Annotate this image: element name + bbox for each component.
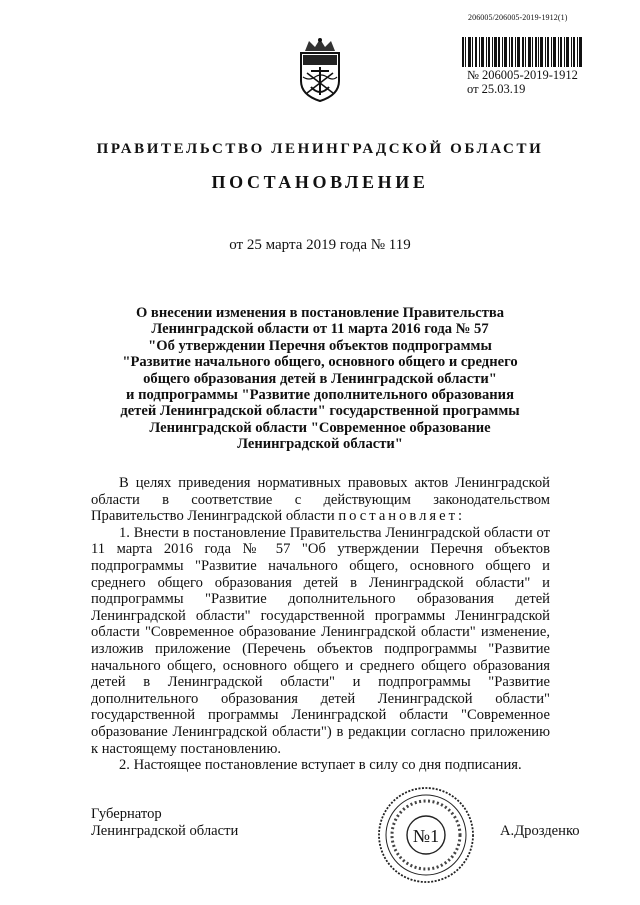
subject-line: "Об утверждении Перечня объектов подпрограммы (148, 337, 492, 354)
signatory-position (91, 806, 238, 840)
document-date-number: от 25 марта 2019 года № 119 (229, 237, 411, 253)
registration-number: № 206005-2019-1912 (467, 68, 578, 82)
document-subject (110, 305, 530, 453)
item-2-paragraph: 2. Настоящее постановление вступает в силу со дня подписания. (119, 757, 522, 774)
subject-line: О внесении изменения в постановление Правительства (135, 305, 505, 321)
signatory-name: А.Дрозденко (500, 823, 580, 839)
subject-line: Ленинградской области "Современное образование (149, 419, 491, 436)
position-line: Губернатор (91, 806, 162, 822)
subject-line: Ленинградской области от 11 марта 2016 года № 57 (151, 321, 489, 338)
document-type: ПОСТАНОВЛЕНИЕ (211, 172, 429, 192)
barcode (462, 37, 582, 67)
position-line: Ленинградской области (91, 823, 239, 839)
registration-date: от 25.03.19 (467, 82, 526, 96)
government-title: ПРАВИТЕЛЬСТВО ЛЕНИНГРАДСКОЙ ОБЛАСТИ (96, 141, 544, 157)
subject-line: общего образования детей в Ленинградской области" (143, 370, 497, 387)
preamble-verb: постановляет: (338, 508, 466, 525)
document-body (91, 475, 550, 774)
coat-of-arms-icon (289, 37, 351, 103)
preamble-text: В целях приведения нормативных правовых актов Ленинградской области в соответствие с действующим законодательством Правительство Ленинградской области (91, 475, 550, 525)
official-seal (376, 785, 476, 885)
seal-number: №1 (412, 826, 440, 846)
item-1-paragraph: 1. Внести в постановление Правительства Ленинградской области от 11 марта 2016 года № 57 "Об утверждении Перечня объектов подпрограммы "Развитие начального общего, основного общего и среднего общего образования детей в Ленинградской области" и подпрограммы "Развитие дополнительного образования детей Ленинградской области" государственной программы Ленинградской области "Современное образование Ленинградской области" изменение, изложив приложение (Перечень объектов подпрограммы "Развитие начального общего, основного общего и среднего общего образования детей в Ленинградской области" и подпрограммы "Развитие дополнительного образования детей Ленинградской области" государственной программы Ленинградской области "Современное образование Ленинградской области") в редакции согласно приложению к настоящему постановлению. (91, 524, 550, 757)
subject-line: Ленинградской области" (237, 436, 403, 453)
document-code: 206005/206005-2019-1912(1) (468, 13, 568, 22)
preamble-paragraph (91, 475, 550, 525)
subject-line: детей Ленинградской области" государственной программы (120, 403, 520, 420)
subject-line: и подпрограммы "Развитие дополнительного образования (126, 387, 514, 404)
subject-line: "Развитие начального общего, основного общего и среднего (122, 354, 518, 371)
